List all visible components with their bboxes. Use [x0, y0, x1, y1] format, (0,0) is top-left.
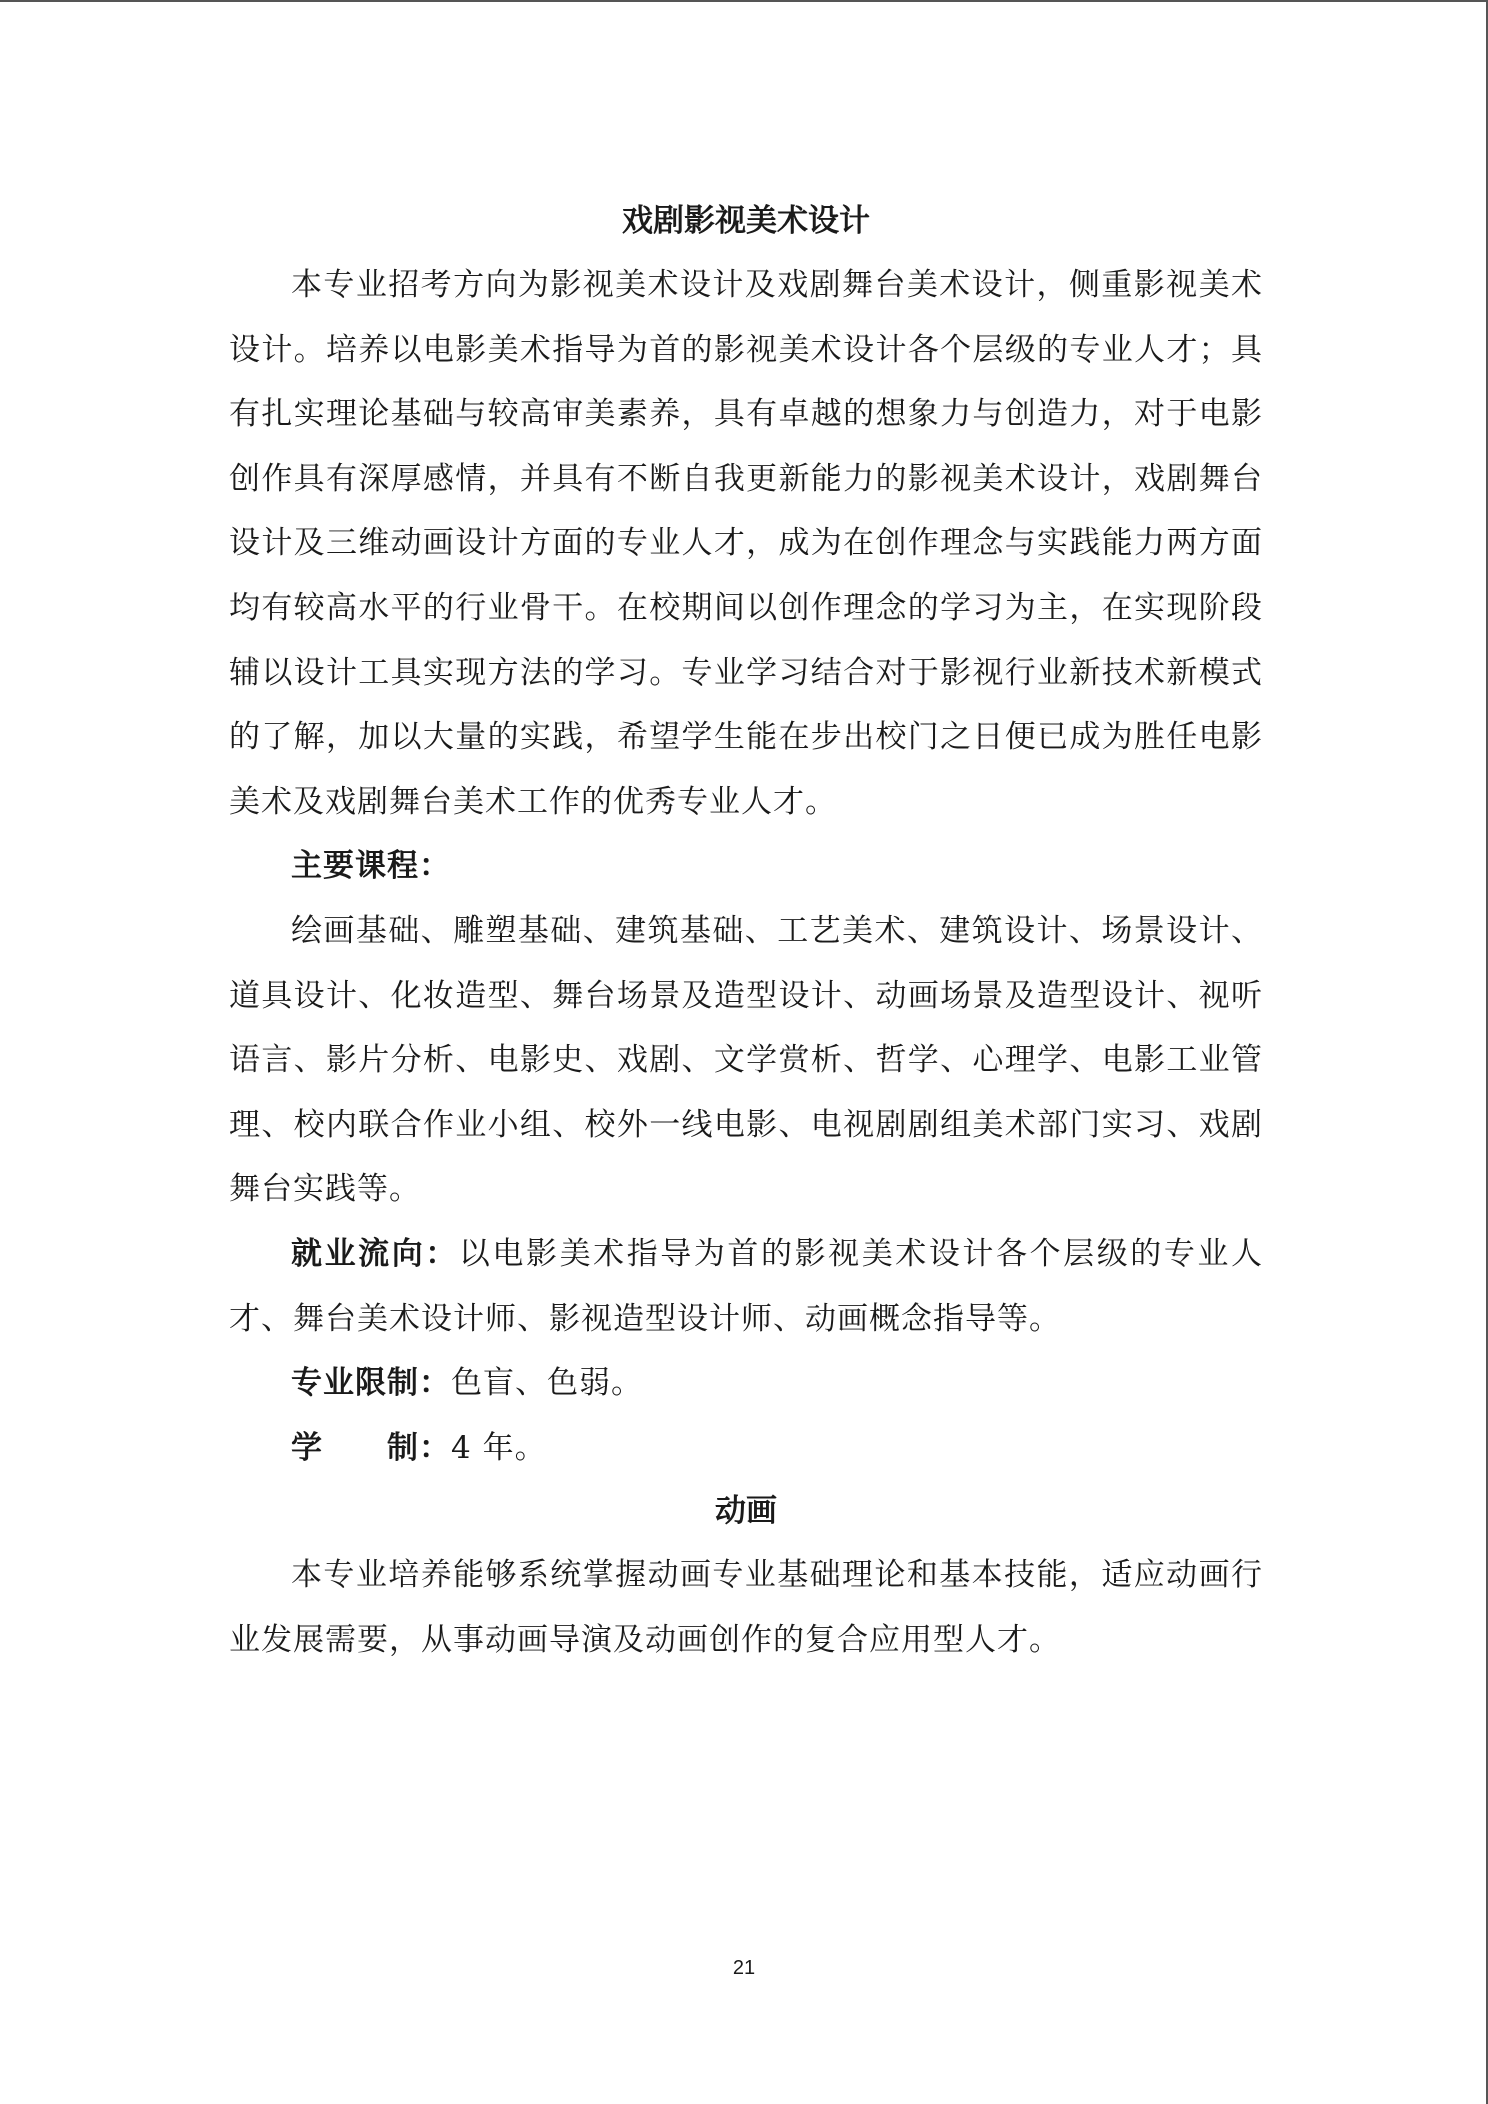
page-number: 21	[732, 1957, 756, 1979]
document-body	[229, 190, 1263, 1672]
section-intro-paragraph: 本专业招考方向为影视美术设计及戏剧舞台美术设计，侧重影视美术设计。培养以电影美术指导为首的影视美术设计各个层级的专业人才；具有扎实理论基础与较高审美素养，具有卓越的想象力与创造力，对于电影创作具有深厚感情，并具有不断自我更新能力的影视美术设计，戏剧舞台设计及三维动画设计方面的专业人才，成为在创作理念与实践能力两方面均有较高水平的行业骨干。在校期间以创作理念的学习为主，在实现阶段辅以设计工具实现方法的学习。专业学习结合对于影视行业新技术新模式的了解，加以大量的实践，希望学生能在步出校门之日便已成为胜任电影美术及戏剧舞台美术工作的优秀专业人才。	[229, 267, 1263, 820]
duration-text: 4 年。	[451, 1429, 547, 1466]
duration-label: 学 制：	[291, 1429, 451, 1466]
page-border-top	[0, 0, 1488, 2]
animation-intro-paragraph: 本专业培养能够系统掌握动画专业基础理论和基本技能，适应动画行业发展需要，从事动画导演及动画创作的复合应用型人才。	[229, 1557, 1263, 1658]
section-title-animation: 动画	[715, 1493, 777, 1530]
career-paragraph	[229, 1222, 1263, 1351]
career-label: 就业流向：	[291, 1235, 459, 1272]
restriction-label: 专业限制：	[291, 1365, 451, 1402]
courses-heading	[229, 834, 1263, 899]
courses-label: 主要课程：	[291, 848, 451, 885]
restriction-line	[229, 1351, 1263, 1416]
career-text: 以电影美术指导为首的影视美术设计各个层级的专业人才、舞台美术设计师、影视造型设计师、动画概念指导等。	[229, 1235, 1263, 1337]
section-title-stage-film-art-design: 戏剧影视美术设计	[622, 203, 870, 239]
duration-line	[229, 1416, 1263, 1481]
restriction-text: 色盲、色弱。	[451, 1365, 643, 1402]
courses-paragraph: 绘画基础、雕塑基础、建筑基础、工艺美术、建筑设计、场景设计、道具设计、化妆造型、舞台场景及造型设计、动画场景及造型设计、视听语言、影片分析、电影史、戏剧、文学赏析、哲学、心理学、电影工业管理、校内联合作业小组、校外一线电影、电视剧剧组美术部门实习、戏剧舞台实践等。	[229, 912, 1263, 1208]
